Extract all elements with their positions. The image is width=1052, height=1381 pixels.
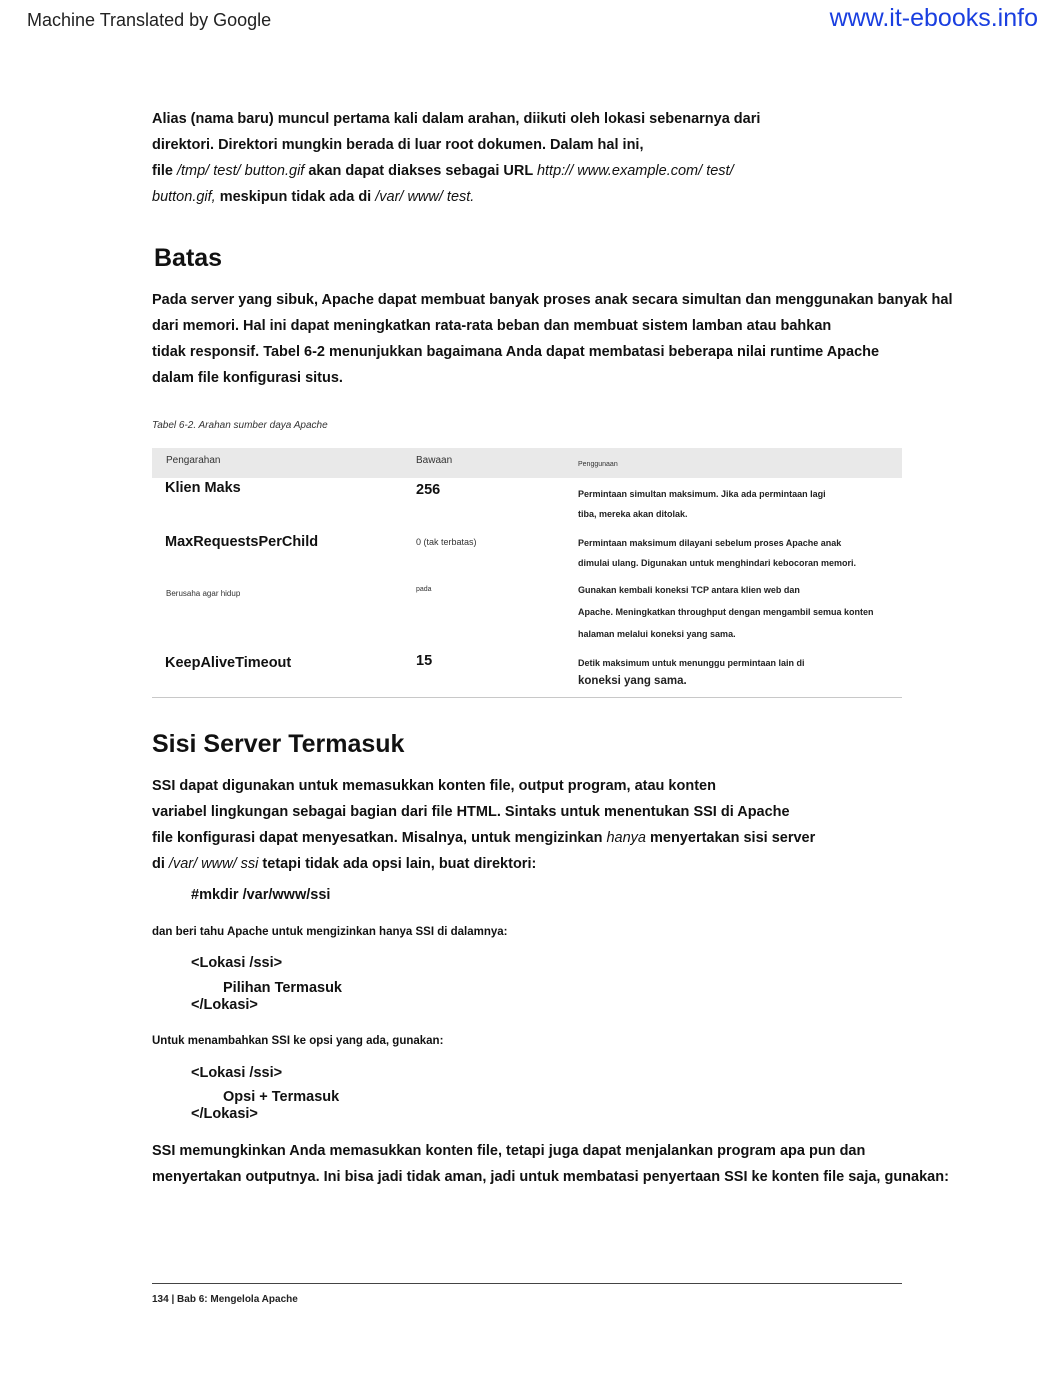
intro-paragraph [152, 106, 760, 210]
machine-translation-notice: Machine Translated by Google [27, 10, 272, 30]
batas-line-2: dari memori. Hal ini dapat meningkatkan rata-rata beban dan membuat sistem lamban atau bahkan [152, 318, 832, 334]
table-header-row [152, 448, 902, 478]
table-cell-default: 256 [416, 482, 441, 498]
usage-line: Detik maksimum untuk menunggu permintaan lain di [578, 658, 805, 668]
section-heading-ssi: Sisi Server Termasuk [152, 730, 405, 758]
batas-paragraph [152, 287, 953, 391]
table-cell-default: 15 [416, 653, 433, 669]
ssi-line-3: file konfigurasi dapat menyesatkan. Misalnya, untuk mengizinkan hanya menyertakan sisi server [152, 830, 816, 846]
table-cell-default: 0 (tak terbatas) [416, 537, 477, 547]
ssi-line-2: variabel lingkungan sebagai bagian dari file HTML. Sintaks untuk menentukan SSI di Apache [152, 804, 790, 820]
usage-line: halaman melalui koneksi yang sama. [578, 629, 736, 639]
code-location-open: <Lokasi /ssi> [191, 955, 283, 971]
section-heading-batas: Batas [154, 244, 223, 272]
table-cell-usage [578, 533, 856, 573]
usage-line: Permintaan maksimum dilayani sebelum proses Apache anak [578, 538, 842, 548]
code-location-close: </Lokasi> [191, 1106, 258, 1122]
ssi-line-1: SSI dapat digunakan untuk memasukkan konten file, output program, atau konten [152, 778, 716, 794]
table-header-usage: Penggunaan [578, 461, 618, 468]
code-mkdir: #mkdir /var/www/ssi [191, 887, 331, 903]
ssi-closing-line-2: menyertakan outputnya. Ini bisa jadi tidak aman, jadi untuk membatasi penyertaan SSI ke konten file saja, gunakan: [152, 1169, 949, 1185]
intro-line-4: button.gif, meskipun tidak ada di /var/ www/ test. [152, 189, 475, 205]
table-cell-usage [578, 484, 826, 524]
ssi-line-4: di /var/ www/ ssi tetapi tidak ada opsi lain, buat direktori: [152, 856, 537, 872]
code-location-close: </Lokasi> [191, 997, 258, 1013]
ssi-note-1: dan beri tahu Apache untuk mengizinkan hanya SSI di dalamnya: [152, 926, 508, 938]
table-cell-usage [578, 579, 874, 645]
ssi-closing-line-1: SSI memungkinkan Anda memasukkan konten file, tetapi juga dapat menjalankan program apa pun dan [152, 1143, 866, 1159]
usage-line: dimulai ulang. Digunakan untuk menghindari kebocoran memori. [578, 558, 857, 568]
code-option-line: Pilihan Termasuk [223, 980, 342, 996]
ssi-note-2: Untuk menambahkan SSI ke opsi yang ada, gunakan: [152, 1035, 444, 1047]
table-cell-default: pada [416, 586, 432, 593]
table-cell-directive: Berusaha agar hidup [166, 589, 241, 598]
ssi-closing-paragraph [152, 1138, 949, 1190]
table-cell-usage [578, 653, 805, 673]
intro-line-3: file /tmp/ test/ button.gif akan dapat diakses sebagai URL http:// www.example.com/ test/ [152, 163, 734, 179]
page-footer: 134 | Bab 6: Mengelola Apache [152, 1294, 298, 1305]
code-option-line: Opsi + Termasuk [223, 1089, 340, 1105]
table-caption: Tabel 6-2. Arahan sumber daya Apache [152, 420, 328, 431]
code-location-open: <Lokasi /ssi> [191, 1065, 283, 1081]
batas-line-3: tidak responsif. Tabel 6-2 menunjukkan bagaimana Anda dapat membatasi beberapa nilai runtime Apache [152, 344, 880, 360]
table-header-default: Bawaan [416, 455, 453, 466]
batas-line-1: Pada server yang sibuk, Apache dapat membuat banyak proses anak secara simultan dan menggunakan banyak hal [152, 292, 953, 308]
footer-rule [152, 1283, 902, 1284]
usage-line: Gunakan kembali koneksi TCP antara klien web dan [578, 585, 800, 595]
usage-line: Permintaan simultan maksimum. Jika ada permintaan lagi [578, 489, 826, 499]
intro-line-1: Alias (nama baru) muncul pertama kali dalam arahan, diikuti oleh lokasi sebenarnya dari [152, 111, 761, 127]
intro-line-2: direktori. Direktori mungkin berada di luar root dokumen. Dalam hal ini, [152, 137, 644, 153]
site-link[interactable]: www.it-ebooks.info [829, 4, 1038, 32]
table-cell-usage-continued: koneksi yang sama. [578, 675, 687, 687]
table-cell-directive: KeepAliveTimeout [165, 655, 292, 671]
usage-line: tiba, mereka akan ditolak. [578, 509, 688, 519]
table-header-directive: Pengarahan [166, 455, 221, 466]
table-cell-directive: MaxRequestsPerChild [165, 534, 319, 550]
usage-line: Apache. Meningkatkan throughput dengan mengambil semua konten [578, 607, 874, 617]
ssi-paragraph [152, 773, 815, 877]
batas-line-4: dalam file konfigurasi situs. [152, 370, 343, 386]
table-cell-directive: Klien Maks [165, 480, 241, 496]
table-bottom-rule [152, 697, 902, 698]
